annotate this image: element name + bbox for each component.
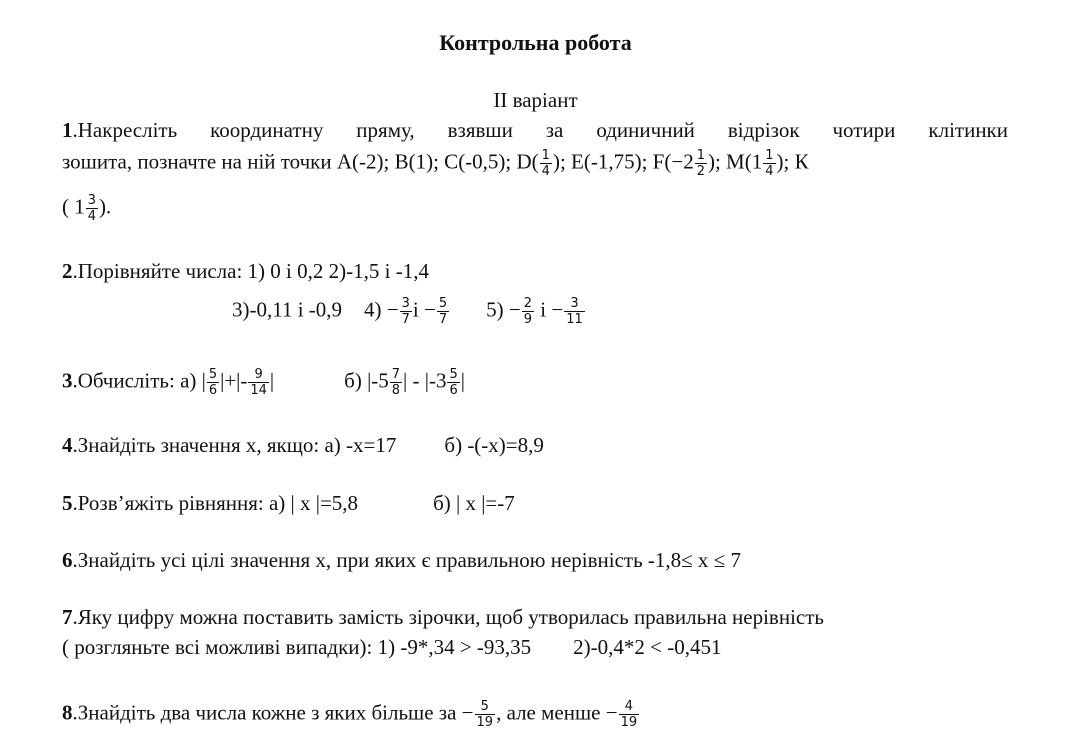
- task-7-line-1: [62, 604, 824, 630]
- variant-heading: ІІ варіант: [493, 88, 578, 112]
- task-4-line: [62, 432, 544, 458]
- task-2-text-1: .Порівняйте числа: 1) 0 і 0,2 2)-1,5 і -1,4: [72, 259, 429, 283]
- fraction-9-14: [248, 367, 269, 398]
- task-1-text-2b: ); Е(-1,75); F(−2: [552, 149, 694, 174]
- fraction-denominator: 7: [438, 312, 448, 327]
- fraction-numerator: 9: [248, 367, 269, 383]
- task-8-number: 8: [62, 700, 73, 725]
- fraction-k: [86, 193, 98, 224]
- fraction-3-11: [564, 296, 585, 327]
- task-2-line-2: [232, 296, 586, 327]
- fraction-numerator: 5: [449, 367, 458, 382]
- task-2-part-5a: 5) −: [486, 297, 521, 322]
- task-7-text-1: .Яку цифру можна поставить замість зірочки, щоб утворилась правильна нерівність: [72, 605, 824, 629]
- fraction-numerator: 1: [696, 148, 705, 163]
- fraction-denominator: 4: [87, 209, 97, 224]
- fraction-numerator: 3: [87, 193, 97, 208]
- task-1-number: 1: [62, 118, 73, 142]
- task-7-text-2b: 2)-0,4*2 < -0,451: [573, 635, 722, 659]
- fraction-denominator: 8: [391, 383, 401, 398]
- fraction-denominator: 4: [541, 164, 550, 179]
- fraction-numerator: 5: [208, 367, 218, 382]
- task-7-number: 7: [62, 605, 73, 629]
- fraction-denominator: 6: [449, 383, 458, 398]
- fraction-4-19: [619, 699, 640, 730]
- task-5-line: [62, 490, 515, 516]
- fraction-f: [695, 148, 707, 179]
- fraction-denominator: 9: [523, 312, 533, 327]
- fraction-denominator: 14: [250, 383, 267, 398]
- task-3-b2: | - |-3: [403, 368, 447, 393]
- fraction-2-9: [522, 296, 534, 327]
- task-3-a2: |+|-: [220, 368, 248, 393]
- task-2-part-5b: і −: [535, 297, 564, 322]
- task-8-line: [62, 699, 640, 730]
- task-7-line-2: [62, 634, 722, 660]
- task-1-text-2d: ); К: [776, 149, 809, 174]
- task-3-a3: |: [269, 368, 275, 393]
- task-1-text-2a: зошита, позначте на ній точки А(-2); В(1); С(-0,5); D(: [62, 149, 539, 174]
- task-8-a: .Знайдіть два числа кожне з яких більше за −: [72, 700, 474, 725]
- task-6-text: .Знайдіть усі цілі значення х, при яких є правильною нерівність -1,8≤ х ≤ 7: [72, 548, 741, 572]
- fraction-numerator: 4: [619, 699, 640, 715]
- task-1-text-1: .Накресліть координатну пряму, взявши за одиничний відрізок чотири клітинки: [72, 118, 1008, 142]
- task-3-a1: .Обчисліть: а) |: [72, 368, 206, 393]
- task-1-text-3b: ).: [99, 194, 112, 219]
- task-4-a: .Знайдіть значення х, якщо: а) -х=17: [72, 433, 397, 457]
- fraction-5-19: [475, 699, 496, 730]
- task-7-text-2a: ( розгляньте всі можливі випадки): 1) -9*,34 > -93,35: [62, 635, 532, 659]
- task-3-number: 3: [62, 368, 73, 393]
- task-2-number: 2: [62, 259, 73, 283]
- fraction-5-6-b: [447, 367, 459, 398]
- task-1-line-1: [62, 117, 1008, 143]
- task-4-b: б) -(-х)=8,9: [444, 433, 544, 457]
- task-4-number: 4: [62, 433, 73, 457]
- fraction-numerator: 3: [564, 296, 585, 312]
- fraction-denominator: 19: [476, 715, 494, 730]
- fraction-numerator: 3: [401, 296, 410, 311]
- task-5-b: б) | х |=-7: [433, 491, 515, 515]
- task-3-line: [62, 367, 465, 398]
- task-1-line-2: [62, 148, 809, 179]
- task-5-a: .Розв’яжіть рівняння: а) | х |=5,8: [72, 491, 359, 515]
- fraction-numerator: 5: [475, 699, 496, 715]
- task-5-number: 5: [62, 491, 73, 515]
- page-title: Контрольна робота: [439, 30, 632, 55]
- task-2-part-4b: і −: [412, 297, 436, 322]
- task-8-b: , але менше −: [496, 700, 618, 725]
- fraction-denominator: 11: [566, 312, 583, 327]
- task-1-text-3a: ( 1: [62, 194, 85, 219]
- fraction-denominator: 4: [765, 164, 774, 179]
- task-2-part-4a: 4) −: [364, 297, 399, 322]
- fraction-numerator: 1: [541, 148, 550, 163]
- task-1-text-2c: ); М(1: [707, 149, 763, 174]
- fraction-denominator: 7: [401, 312, 410, 327]
- task-3-b1: б) |-5: [344, 368, 389, 393]
- fraction-d: [540, 148, 552, 179]
- fraction-denominator: 19: [620, 715, 638, 730]
- task-2-part-3: 3)-0,11 і -0,9: [232, 297, 343, 322]
- fraction-5-6: [207, 367, 219, 398]
- fraction-5-7: [437, 296, 449, 327]
- fraction-numerator: 7: [391, 367, 401, 382]
- fraction-7-8: [390, 367, 402, 398]
- fraction-numerator: 5: [438, 296, 448, 311]
- task-6-number: 6: [62, 548, 73, 572]
- task-2-line-1: [62, 258, 429, 284]
- fraction-3-7: [400, 296, 412, 327]
- fraction-numerator: 1: [765, 148, 774, 163]
- task-1-line-3: [62, 193, 111, 224]
- task-3-b3: |: [460, 368, 465, 393]
- fraction-denominator: 6: [208, 383, 218, 398]
- task-6-line: [62, 547, 741, 573]
- fraction-m: [763, 148, 775, 179]
- fraction-denominator: 2: [696, 164, 705, 179]
- fraction-numerator: 2: [523, 296, 533, 311]
